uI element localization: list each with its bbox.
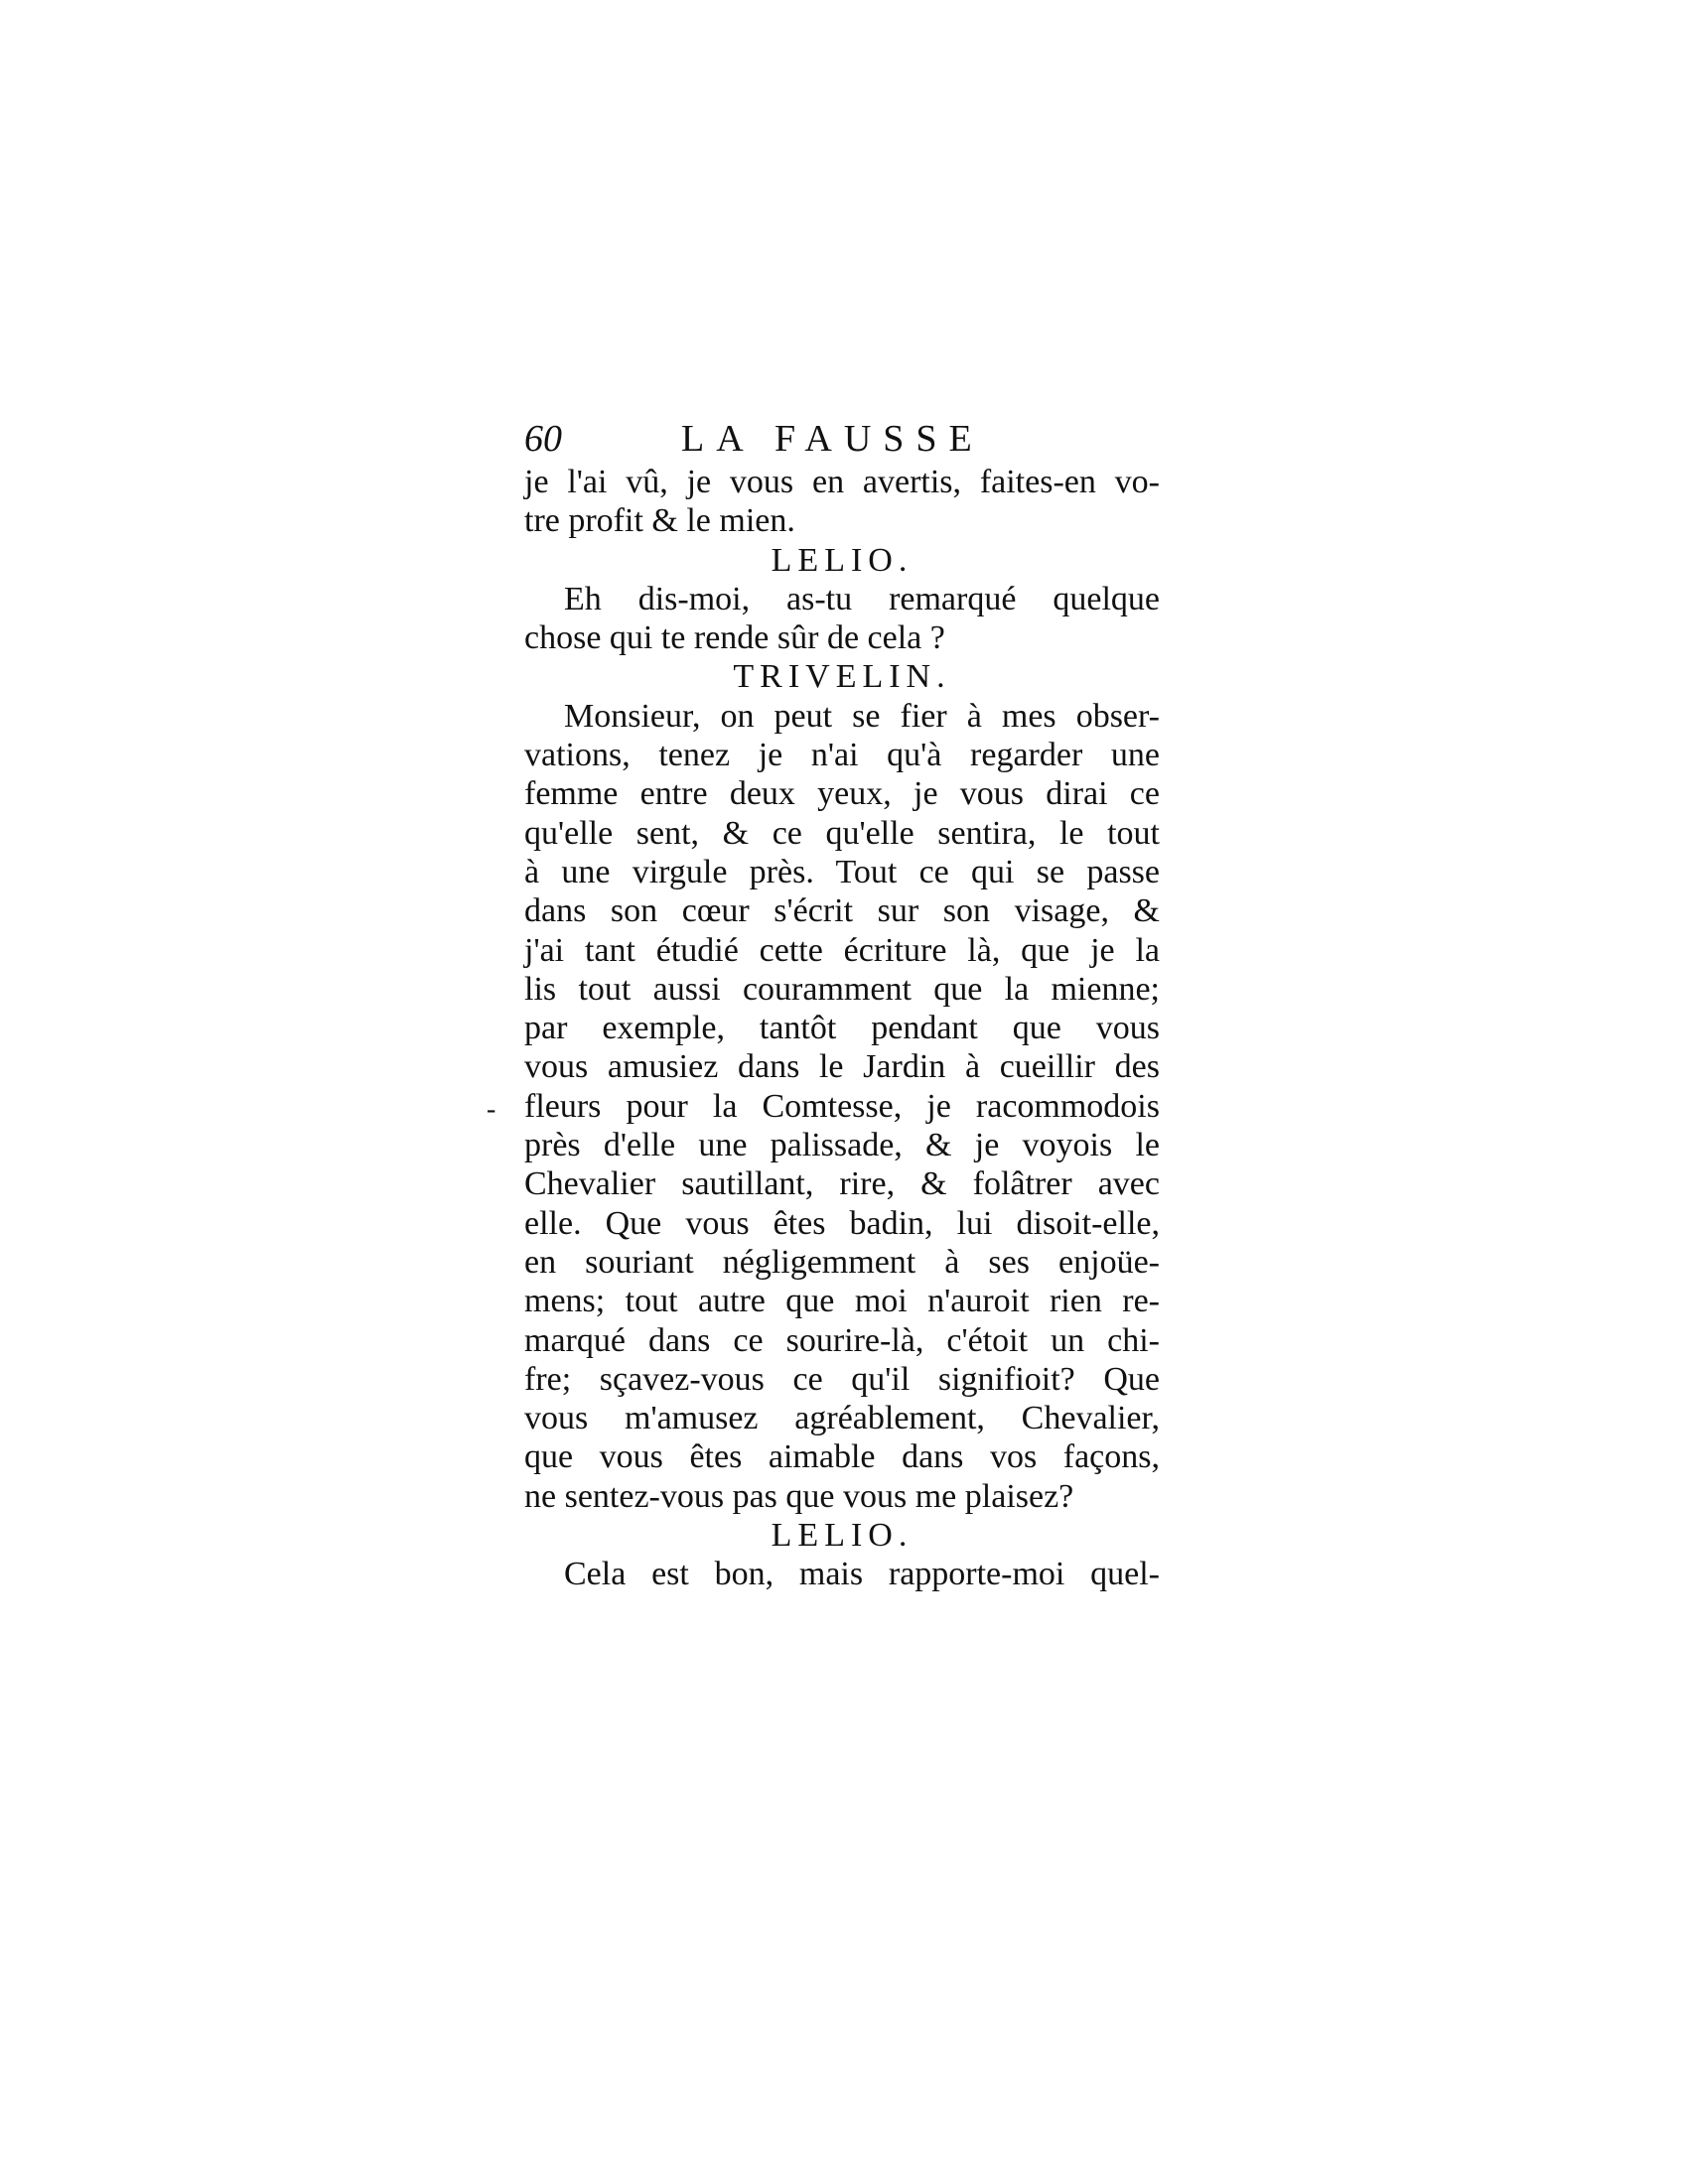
text-line: tre profit & le mien.	[524, 502, 795, 540]
text-block	[524, 415, 1160, 1594]
text-line: par exemple, tantôt pendant que vous	[524, 1010, 1160, 1047]
text-line: j'ai tant étudié cette écriture là, que je la	[524, 931, 1160, 969]
text-line: lis tout aussi couramment que la mienne;	[524, 970, 1160, 1008]
margin-mark: -	[487, 1094, 496, 1125]
text-line: fre; sçavez-vous ce qu'il signifioit? Que	[524, 1360, 1160, 1398]
text-line: qu'elle sent, & ce qu'elle sentira, le tout	[524, 814, 1160, 852]
text-line: vations, tenez je n'ai qu'à regarder une	[524, 737, 1160, 774]
text-line: Cela est bon, mais rapporte-moi quel-	[564, 1556, 1160, 1593]
text-line: chose qui te rende sûr de cela ?	[524, 619, 945, 657]
text-line: Monsieur, on peut se fier à mes obser-	[564, 697, 1160, 735]
text-line: Chevalier sautillant, rire, & folâtrer avec	[524, 1165, 1160, 1203]
text-line: que vous êtes aimable dans vos façons,	[524, 1438, 1160, 1476]
speaker-name: LELIO.	[771, 1517, 914, 1555]
text-line: Eh dis-moi, as-tu remarqué quelque	[564, 580, 1160, 617]
speaker-name: TRIVELIN.	[733, 658, 951, 696]
text-line: mens; tout autre que moi n'auroit rien re-	[524, 1283, 1160, 1320]
text-line: en souriant négligemment à ses enjoüe-	[524, 1243, 1160, 1281]
text-line: marqué dans ce sourire-là, c'étoit un chi-	[524, 1321, 1160, 1359]
text-line: elle. Que vous êtes badin, lui disoit-elle,	[524, 1204, 1160, 1242]
text-line: près d'elle une palissade, & je voyois le	[524, 1127, 1160, 1164]
text-line: vous m'amusez agréablement, Chevalier,	[524, 1400, 1160, 1437]
running-head	[524, 415, 1160, 463]
running-title: LA FAUSSE	[681, 418, 984, 460]
text-line: je l'ai vû, je vous en avertis, faites-en vo-	[524, 464, 1160, 500]
text-line: dans son cœur s'écrit sur son visage, &	[524, 892, 1160, 930]
page-number: 60	[524, 418, 562, 460]
text-line: femme entre deux yeux, je vous dirai ce	[524, 775, 1160, 813]
text-line: ne sentez-vous pas que vous me plaisez?	[524, 1477, 1074, 1515]
text-line: à une virgule près. Tout ce qui se passe	[524, 853, 1160, 890]
speaker-name: LELIO.	[771, 541, 914, 579]
text-line: fleurs pour la Comtesse, je racommodois	[524, 1087, 1160, 1125]
text-line: vous amusiez dans le Jardin à cueillir des	[524, 1048, 1160, 1086]
